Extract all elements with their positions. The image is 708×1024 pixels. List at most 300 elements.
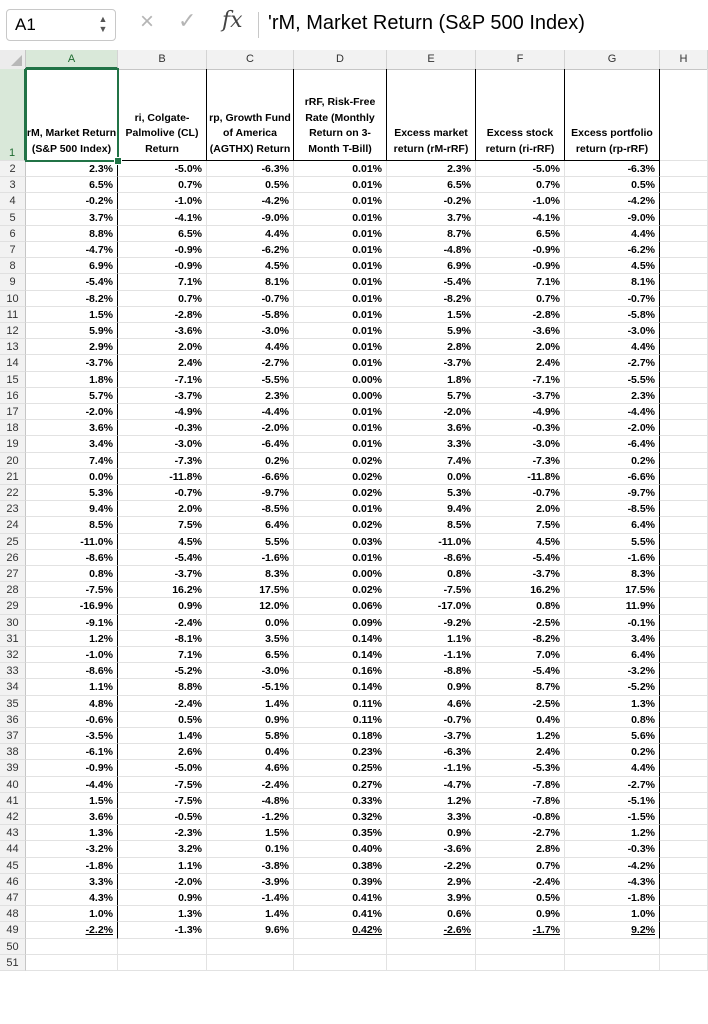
data-cell[interactable]: -5.4%	[476, 663, 565, 679]
data-cell[interactable]: 1.4%	[207, 696, 294, 712]
data-cell[interactable]: 0.0%	[26, 469, 118, 485]
data-cell[interactable]: 1.0%	[26, 906, 118, 922]
row-header-27[interactable]: 27	[0, 566, 26, 582]
data-cell[interactable]: 0.23%	[294, 744, 387, 760]
data-cell[interactable]	[660, 226, 708, 242]
data-cell[interactable]: 0.11%	[294, 712, 387, 728]
data-cell[interactable]: -8.6%	[26, 663, 118, 679]
data-cell[interactable]: 7.1%	[118, 274, 207, 290]
data-cell[interactable]: 1.1%	[118, 858, 207, 874]
data-cell[interactable]: 0.9%	[118, 598, 207, 614]
data-cell[interactable]: 0.18%	[294, 728, 387, 744]
data-cell[interactable]: 4.4%	[565, 760, 660, 776]
empty-cell[interactable]	[26, 955, 118, 971]
data-cell[interactable]: 0.27%	[294, 777, 387, 793]
data-cell[interactable]: 2.6%	[118, 744, 207, 760]
data-cell[interactable]: -0.2%	[387, 193, 476, 209]
row-header-12[interactable]: 12	[0, 323, 26, 339]
data-cell[interactable]	[660, 177, 708, 193]
data-cell[interactable]: -11.8%	[118, 469, 207, 485]
header-cell-e[interactable]	[387, 69, 476, 161]
data-cell[interactable]	[660, 501, 708, 517]
data-cell[interactable]: -2.8%	[476, 307, 565, 323]
data-cell[interactable]: -9.7%	[565, 485, 660, 501]
data-cell[interactable]: 7.5%	[476, 517, 565, 533]
data-cell[interactable]: 0.01%	[294, 501, 387, 517]
data-cell[interactable]: 0.4%	[207, 744, 294, 760]
data-cell[interactable]: 0.01%	[294, 420, 387, 436]
data-cell[interactable]: -3.7%	[118, 566, 207, 582]
data-cell[interactable]: -5.5%	[207, 372, 294, 388]
data-cell[interactable]: 1.4%	[207, 906, 294, 922]
data-cell[interactable]: 4.5%	[565, 258, 660, 274]
data-cell[interactable]: -9.0%	[565, 210, 660, 226]
data-cell[interactable]: -0.3%	[565, 841, 660, 857]
data-cell[interactable]	[660, 242, 708, 258]
data-cell[interactable]: -0.9%	[118, 242, 207, 258]
data-cell[interactable]: -5.4%	[476, 550, 565, 566]
data-cell[interactable]	[660, 598, 708, 614]
row-header-10[interactable]: 10	[0, 291, 26, 307]
data-cell[interactable]: 17.5%	[207, 582, 294, 598]
data-cell[interactable]: 5.9%	[26, 323, 118, 339]
data-cell[interactable]: 3.5%	[207, 631, 294, 647]
data-cell[interactable]: 2.8%	[387, 339, 476, 355]
data-cell[interactable]: 0.35%	[294, 825, 387, 841]
data-cell[interactable]: -3.2%	[26, 841, 118, 857]
data-cell[interactable]	[660, 793, 708, 809]
data-cell[interactable]: -6.3%	[565, 161, 660, 177]
data-cell[interactable]: 8.3%	[565, 566, 660, 582]
data-cell[interactable]: 6.4%	[207, 517, 294, 533]
column-header-c[interactable]: C	[207, 50, 294, 69]
data-cell[interactable]	[660, 858, 708, 874]
row-header-51[interactable]: 51	[0, 955, 26, 971]
data-cell[interactable]: -4.2%	[565, 858, 660, 874]
data-cell[interactable]: 0.01%	[294, 307, 387, 323]
header-cell-d[interactable]	[294, 69, 387, 161]
data-cell[interactable]: -6.1%	[26, 744, 118, 760]
data-cell[interactable]	[660, 825, 708, 841]
empty-cell[interactable]	[207, 955, 294, 971]
name-box-stepper-icon[interactable]: ▲ ▼	[98, 14, 108, 34]
data-cell[interactable]	[660, 696, 708, 712]
data-cell[interactable]: -0.9%	[476, 242, 565, 258]
data-cell[interactable]	[660, 777, 708, 793]
data-cell[interactable]: -5.4%	[26, 274, 118, 290]
column-header-b[interactable]: B	[118, 50, 207, 69]
confirm-icon[interactable]: ✓	[178, 8, 197, 33]
data-cell[interactable]: -3.0%	[207, 323, 294, 339]
data-cell[interactable]: -2.4%	[207, 777, 294, 793]
row-header-46[interactable]: 46	[0, 874, 26, 890]
data-cell[interactable]: 0.6%	[387, 906, 476, 922]
data-cell[interactable]: -5.4%	[118, 550, 207, 566]
data-cell[interactable]: -5.5%	[565, 372, 660, 388]
data-cell[interactable]: -0.1%	[565, 615, 660, 631]
data-cell[interactable]: -9.0%	[207, 210, 294, 226]
data-cell[interactable]: -6.3%	[387, 744, 476, 760]
data-cell[interactable]: 0.7%	[476, 291, 565, 307]
data-cell[interactable]: 0.40%	[294, 841, 387, 857]
data-cell[interactable]: 6.4%	[565, 517, 660, 533]
data-cell[interactable]: -5.8%	[565, 307, 660, 323]
data-cell[interactable]: 0.8%	[387, 566, 476, 582]
data-cell[interactable]: -2.7%	[476, 825, 565, 841]
data-cell[interactable]: 0.01%	[294, 339, 387, 355]
data-cell[interactable]: 1.0%	[565, 906, 660, 922]
data-cell[interactable]: -2.0%	[26, 404, 118, 420]
data-cell[interactable]	[660, 210, 708, 226]
data-cell[interactable]: -8.8%	[387, 663, 476, 679]
row-header-5[interactable]: 5	[0, 210, 26, 226]
header-cell-f[interactable]	[476, 69, 565, 161]
data-cell[interactable]: 0.14%	[294, 631, 387, 647]
data-cell[interactable]: 1.5%	[26, 793, 118, 809]
data-cell[interactable]: 16.2%	[476, 582, 565, 598]
data-cell[interactable]: 3.6%	[387, 420, 476, 436]
data-cell[interactable]: 0.01%	[294, 210, 387, 226]
data-cell[interactable]: -4.8%	[387, 242, 476, 258]
data-cell[interactable]: 0.5%	[118, 712, 207, 728]
data-cell[interactable]: 1.3%	[565, 696, 660, 712]
data-cell[interactable]: -1.2%	[207, 809, 294, 825]
data-cell[interactable]: 0.1%	[207, 841, 294, 857]
data-cell[interactable]: -6.4%	[565, 436, 660, 452]
data-cell[interactable]: 3.3%	[387, 809, 476, 825]
data-cell[interactable]: 0.03%	[294, 534, 387, 550]
row-header-34[interactable]: 34	[0, 679, 26, 695]
data-cell[interactable]: -5.2%	[565, 679, 660, 695]
data-cell[interactable]	[660, 631, 708, 647]
data-cell[interactable]: 8.1%	[565, 274, 660, 290]
data-cell[interactable]: 2.0%	[118, 339, 207, 355]
select-all-corner[interactable]	[0, 50, 26, 69]
data-cell[interactable]: 0.5%	[565, 177, 660, 193]
data-cell[interactable]	[660, 663, 708, 679]
row-header-11[interactable]: 11	[0, 307, 26, 323]
data-cell[interactable]: 9.4%	[387, 501, 476, 517]
data-cell[interactable]: 7.1%	[476, 274, 565, 290]
data-cell[interactable]: 0.9%	[387, 825, 476, 841]
data-cell[interactable]: 1.5%	[207, 825, 294, 841]
cell-h1[interactable]	[660, 69, 708, 161]
data-cell[interactable]: -5.3%	[476, 760, 565, 776]
empty-cell[interactable]	[660, 939, 708, 955]
data-cell[interactable]: -5.1%	[565, 793, 660, 809]
cancel-icon[interactable]: ×	[140, 8, 155, 35]
data-cell[interactable]: 4.5%	[118, 534, 207, 550]
data-cell[interactable]: -3.7%	[387, 728, 476, 744]
data-cell[interactable]: 0.9%	[118, 890, 207, 906]
data-cell[interactable]: 0.01%	[294, 404, 387, 420]
data-cell[interactable]: -7.3%	[476, 453, 565, 469]
row-header-24[interactable]: 24	[0, 517, 26, 533]
data-cell[interactable]: -1.7%	[476, 922, 565, 938]
row-header-8[interactable]: 8	[0, 258, 26, 274]
data-cell[interactable]: -1.3%	[118, 922, 207, 938]
data-cell[interactable]: -1.0%	[26, 647, 118, 663]
data-cell[interactable]: 0.33%	[294, 793, 387, 809]
data-cell[interactable]: 0.02%	[294, 517, 387, 533]
data-cell[interactable]: -17.0%	[387, 598, 476, 614]
row-header-25[interactable]: 25	[0, 534, 26, 550]
data-cell[interactable]: -5.0%	[118, 760, 207, 776]
data-cell[interactable]: -8.2%	[387, 291, 476, 307]
data-cell[interactable]: -4.1%	[476, 210, 565, 226]
data-cell[interactable]: -2.8%	[118, 307, 207, 323]
data-cell[interactable]: -6.6%	[565, 469, 660, 485]
data-cell[interactable]: -0.8%	[476, 809, 565, 825]
data-cell[interactable]: 3.7%	[387, 210, 476, 226]
data-cell[interactable]: 6.5%	[476, 226, 565, 242]
data-cell[interactable]: -2.5%	[476, 615, 565, 631]
data-cell[interactable]: 0.01%	[294, 226, 387, 242]
data-cell[interactable]: 1.4%	[118, 728, 207, 744]
data-cell[interactable]: 4.4%	[207, 226, 294, 242]
data-cell[interactable]: -2.7%	[565, 355, 660, 371]
data-cell[interactable]: 11.9%	[565, 598, 660, 614]
data-cell[interactable]: -7.5%	[118, 777, 207, 793]
data-cell[interactable]	[660, 647, 708, 663]
data-cell[interactable]: -3.5%	[26, 728, 118, 744]
empty-cell[interactable]	[26, 939, 118, 955]
data-cell[interactable]: 16.2%	[118, 582, 207, 598]
data-cell[interactable]: 4.4%	[565, 339, 660, 355]
data-cell[interactable]: -9.7%	[207, 485, 294, 501]
data-cell[interactable]: 12.0%	[207, 598, 294, 614]
data-cell[interactable]	[660, 323, 708, 339]
data-cell[interactable]: -7.1%	[476, 372, 565, 388]
data-cell[interactable]: -7.1%	[118, 372, 207, 388]
data-cell[interactable]: 6.5%	[207, 647, 294, 663]
data-cell[interactable]: -7.8%	[476, 777, 565, 793]
data-cell[interactable]: 0.38%	[294, 858, 387, 874]
data-cell[interactable]: 2.0%	[118, 501, 207, 517]
row-header-48[interactable]: 48	[0, 906, 26, 922]
data-cell[interactable]: -5.4%	[387, 274, 476, 290]
data-cell[interactable]: 8.3%	[207, 566, 294, 582]
data-cell[interactable]: -4.9%	[118, 404, 207, 420]
data-cell[interactable]: 7.5%	[118, 517, 207, 533]
data-cell[interactable]	[660, 728, 708, 744]
data-cell[interactable]: -4.8%	[207, 793, 294, 809]
data-cell[interactable]: 0.01%	[294, 436, 387, 452]
data-cell[interactable]: 2.3%	[565, 388, 660, 404]
data-cell[interactable]	[660, 517, 708, 533]
row-header-1[interactable]: 1	[0, 69, 26, 161]
data-cell[interactable]	[660, 874, 708, 890]
data-cell[interactable]: -4.2%	[565, 193, 660, 209]
data-cell[interactable]: 0.9%	[387, 679, 476, 695]
data-cell[interactable]: 5.3%	[387, 485, 476, 501]
column-header-d[interactable]: D	[294, 50, 387, 69]
data-cell[interactable]: -3.7%	[476, 566, 565, 582]
data-cell[interactable]: -2.4%	[118, 696, 207, 712]
data-cell[interactable]	[660, 469, 708, 485]
data-cell[interactable]: 0.7%	[118, 291, 207, 307]
row-header-31[interactable]: 31	[0, 631, 26, 647]
data-cell[interactable]	[660, 388, 708, 404]
row-header-18[interactable]: 18	[0, 420, 26, 436]
data-cell[interactable]: 2.3%	[26, 161, 118, 177]
data-cell[interactable]: 5.5%	[565, 534, 660, 550]
data-cell[interactable]: 0.00%	[294, 372, 387, 388]
data-cell[interactable]: -4.4%	[207, 404, 294, 420]
row-header-38[interactable]: 38	[0, 744, 26, 760]
data-cell[interactable]: -2.4%	[476, 874, 565, 890]
data-cell[interactable]: -0.7%	[118, 485, 207, 501]
empty-cell[interactable]	[387, 939, 476, 955]
data-cell[interactable]: -3.0%	[207, 663, 294, 679]
data-cell[interactable]: 0.02%	[294, 485, 387, 501]
data-cell[interactable]: 0.16%	[294, 663, 387, 679]
data-cell[interactable]: 0.00%	[294, 388, 387, 404]
data-cell[interactable]: 4.8%	[26, 696, 118, 712]
data-cell[interactable]: -2.0%	[387, 404, 476, 420]
data-cell[interactable]: 2.4%	[476, 744, 565, 760]
empty-cell[interactable]	[476, 939, 565, 955]
data-cell[interactable]	[660, 760, 708, 776]
data-cell[interactable]: -0.7%	[565, 291, 660, 307]
data-cell[interactable]: 3.7%	[26, 210, 118, 226]
row-header-32[interactable]: 32	[0, 647, 26, 663]
data-cell[interactable]: -7.5%	[118, 793, 207, 809]
data-cell[interactable]: 1.1%	[387, 631, 476, 647]
data-cell[interactable]: -1.1%	[387, 760, 476, 776]
data-cell[interactable]: -8.5%	[207, 501, 294, 517]
data-cell[interactable]: 0.01%	[294, 177, 387, 193]
data-cell[interactable]: 2.9%	[387, 874, 476, 890]
data-cell[interactable]: 2.3%	[387, 161, 476, 177]
data-cell[interactable]: 9.6%	[207, 922, 294, 938]
data-cell[interactable]: -9.1%	[26, 615, 118, 631]
data-cell[interactable]: 2.0%	[476, 339, 565, 355]
data-cell[interactable]: 0.01%	[294, 161, 387, 177]
data-cell[interactable]: -0.3%	[118, 420, 207, 436]
data-cell[interactable]: 4.4%	[565, 226, 660, 242]
data-cell[interactable]: 7.1%	[118, 647, 207, 663]
data-cell[interactable]: -4.2%	[207, 193, 294, 209]
data-cell[interactable]: -1.6%	[565, 550, 660, 566]
data-cell[interactable]: -7.5%	[387, 582, 476, 598]
empty-cell[interactable]	[565, 955, 660, 971]
data-cell[interactable]: 6.5%	[26, 177, 118, 193]
data-cell[interactable]	[660, 404, 708, 420]
data-cell[interactable]: 0.2%	[207, 453, 294, 469]
data-cell[interactable]: 2.4%	[118, 355, 207, 371]
data-cell[interactable]: -3.7%	[26, 355, 118, 371]
data-cell[interactable]: 1.3%	[118, 906, 207, 922]
data-cell[interactable]: -2.7%	[207, 355, 294, 371]
data-cell[interactable]	[660, 453, 708, 469]
row-header-22[interactable]: 22	[0, 485, 26, 501]
data-cell[interactable]	[660, 922, 708, 938]
data-cell[interactable]: -3.0%	[118, 436, 207, 452]
data-cell[interactable]: -0.6%	[26, 712, 118, 728]
data-cell[interactable]: -1.0%	[118, 193, 207, 209]
data-cell[interactable]: -3.0%	[565, 323, 660, 339]
data-cell[interactable]: 3.4%	[565, 631, 660, 647]
data-cell[interactable]: -4.1%	[118, 210, 207, 226]
data-cell[interactable]: -0.7%	[207, 291, 294, 307]
data-cell[interactable]: 0.42%	[294, 922, 387, 938]
empty-cell[interactable]	[387, 955, 476, 971]
data-cell[interactable]: 2.9%	[26, 339, 118, 355]
data-cell[interactable]: 0.41%	[294, 890, 387, 906]
data-cell[interactable]: 0.39%	[294, 874, 387, 890]
data-cell[interactable]: -1.1%	[387, 647, 476, 663]
row-header-14[interactable]: 14	[0, 355, 26, 371]
data-cell[interactable]: 8.1%	[207, 274, 294, 290]
data-cell[interactable]: -7.5%	[26, 582, 118, 598]
data-cell[interactable]: 5.6%	[565, 728, 660, 744]
insert-function-icon[interactable]: fx	[222, 8, 243, 33]
data-cell[interactable]: 0.11%	[294, 696, 387, 712]
data-cell[interactable]: -0.2%	[26, 193, 118, 209]
column-header-h[interactable]: H	[660, 50, 708, 69]
data-cell[interactable]	[660, 712, 708, 728]
formula-input[interactable]: 'rM, Market Return (S&P 500 Index)	[268, 12, 585, 34]
row-header-41[interactable]: 41	[0, 793, 26, 809]
data-cell[interactable]	[660, 534, 708, 550]
data-cell[interactable]	[660, 809, 708, 825]
data-cell[interactable]: 17.5%	[565, 582, 660, 598]
data-cell[interactable]: 8.8%	[26, 226, 118, 242]
data-cell[interactable]: -8.2%	[26, 291, 118, 307]
empty-cell[interactable]	[207, 939, 294, 955]
data-cell[interactable]: -3.7%	[387, 355, 476, 371]
data-cell[interactable]	[660, 485, 708, 501]
data-cell[interactable]: 1.2%	[26, 631, 118, 647]
row-header-20[interactable]: 20	[0, 453, 26, 469]
data-cell[interactable]: -6.6%	[207, 469, 294, 485]
row-header-42[interactable]: 42	[0, 809, 26, 825]
row-header-50[interactable]: 50	[0, 939, 26, 955]
data-cell[interactable]: -1.5%	[565, 809, 660, 825]
data-cell[interactable]: -3.2%	[565, 663, 660, 679]
data-cell[interactable]: -2.5%	[476, 696, 565, 712]
data-cell[interactable]: 1.3%	[26, 825, 118, 841]
data-cell[interactable]: -8.1%	[118, 631, 207, 647]
data-cell[interactable]: 8.5%	[387, 517, 476, 533]
data-cell[interactable]: -6.4%	[207, 436, 294, 452]
data-cell[interactable]: 1.2%	[565, 825, 660, 841]
data-cell[interactable]: 4.5%	[207, 258, 294, 274]
data-cell[interactable]: 4.3%	[26, 890, 118, 906]
data-cell[interactable]: -1.4%	[207, 890, 294, 906]
data-cell[interactable]: -0.9%	[118, 258, 207, 274]
data-cell[interactable]: 3.9%	[387, 890, 476, 906]
data-cell[interactable]: -0.9%	[476, 258, 565, 274]
data-cell[interactable]: -2.7%	[565, 777, 660, 793]
data-cell[interactable]: 2.8%	[476, 841, 565, 857]
data-cell[interactable]: -7.8%	[476, 793, 565, 809]
data-cell[interactable]	[660, 679, 708, 695]
data-cell[interactable]: 6.9%	[26, 258, 118, 274]
data-cell[interactable]: 2.4%	[476, 355, 565, 371]
data-cell[interactable]: -2.3%	[118, 825, 207, 841]
row-header-40[interactable]: 40	[0, 777, 26, 793]
data-cell[interactable]: 1.8%	[387, 372, 476, 388]
data-cell[interactable]	[660, 372, 708, 388]
data-cell[interactable]: 0.8%	[26, 566, 118, 582]
data-cell[interactable]: 1.2%	[387, 793, 476, 809]
row-header-28[interactable]: 28	[0, 582, 26, 598]
data-cell[interactable]: 7.4%	[26, 453, 118, 469]
data-cell[interactable]: 0.14%	[294, 647, 387, 663]
row-header-16[interactable]: 16	[0, 388, 26, 404]
